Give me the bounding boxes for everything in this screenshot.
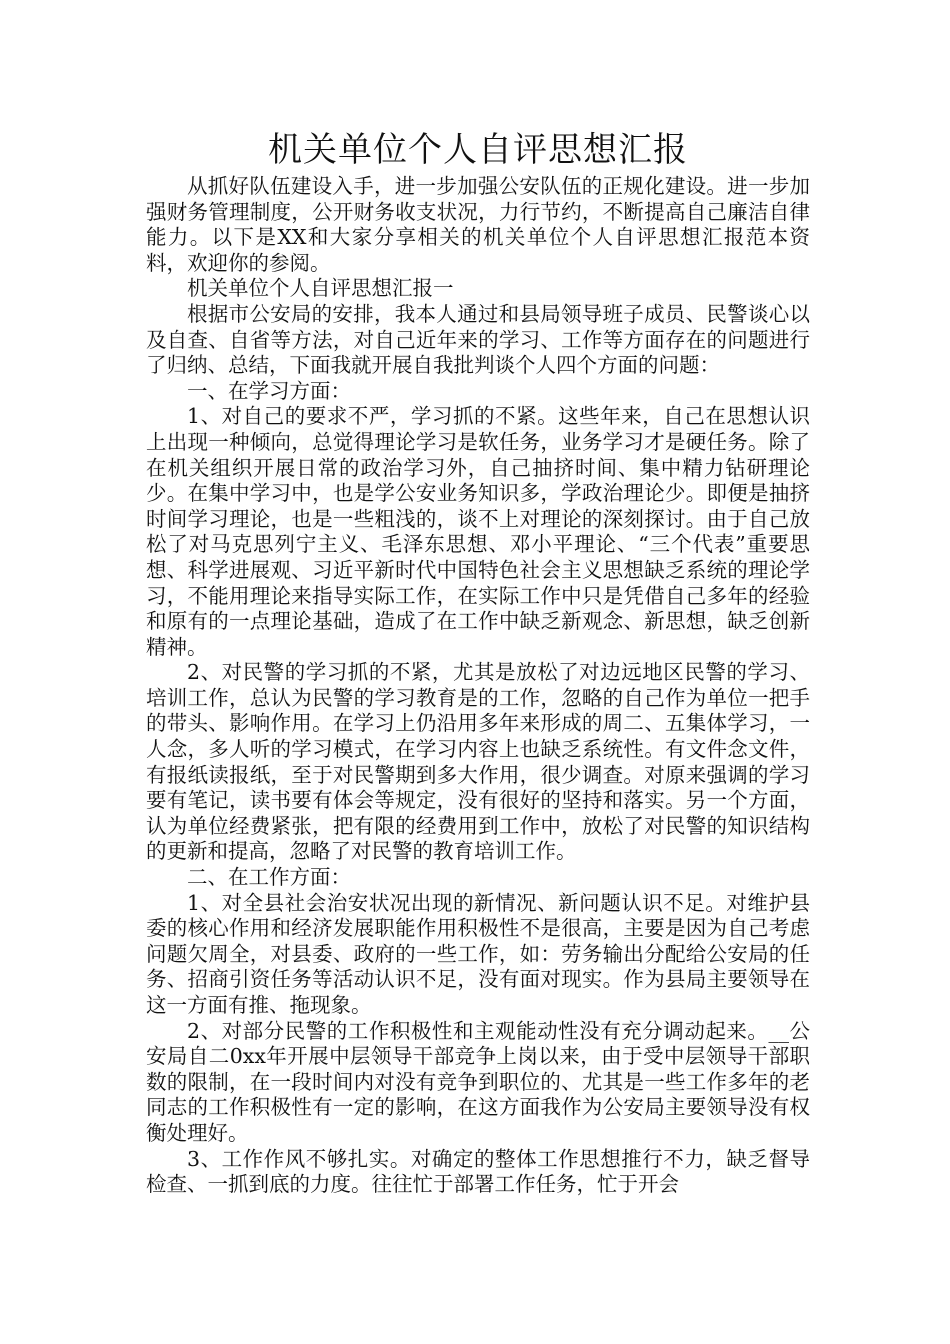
body-paragraph: 1、对自己的要求不严，学习抓的不紧。这些年来，自己在思想认识上出现一种倾向，总觉得理论学习是软任务，业务学习才是硬任务。除了在机关组织开展日常的政治学习外，自己抽挤时间、集中精力钻研理论少。在集中学习中，也是学公安业务知识多，学政治理论少。即便是抽挤时间学习理论，也是一些粗浅的，谈不上对理论的深刻探讨。由于自己放松了对马克思列宁主义、毛泽东思想、邓小平理论、“三个代表”重要思想、科学进展观、习近平新时代中国特色社会主义思想缺乏系统的理论学习，不能用理论来指导实际工作，在实际工作中只是凭借自己多年的经验和原有的一点理论基础，造成了在工作中缺乏新观念、新思想，缺乏创新精神。: [146, 404, 810, 659]
document-page: [146, 128, 810, 1198]
body-paragraph: 1、对全县社会治安状况出现的新情况、新问题认识不足。对维护县委的核心作用和经济发展职能作用积极性不是很高，主要是因为自己考虑问题欠周全，对县委、政府的一些工作，如：劳务输出分配给公安局的任务、招商引资任务等活动认识不足，没有面对现实。作为县局主要领导在这一方面有推、拖现象。: [146, 890, 810, 1017]
document-title: 机关单位个人自评思想汇报: [268, 130, 688, 170]
intro-paragraph: 从抓好队伍建设入手，进一步加强公安队伍的正规化建设。进一步加强财务管理制度，公开财务收支状况，力行节约，不断提高自己廉洁自律能力。以下是XX和大家分享相关的机关单位个人自评思想汇报范本资料，欢迎你的参阅。: [146, 174, 810, 275]
section-heading-report-one: 机关单位个人自评思想汇报一: [187, 276, 454, 301]
section-heading-study: 一、在学习方面：: [187, 378, 351, 403]
section-heading-work: 二、在工作方面：: [187, 865, 351, 890]
body-paragraph: 2、对民警的学习抓的不紧，尤其是放松了对边远地区民警的学习、培训工作，总认为民警的学习教育是的工作，忽略的自己作为单位一把手的带头、影响作用。在学习上仍沿用多年来形成的周二、五集体学习，一人念，多人听的学习模式，在学习内容上也缺乏系统性。有文件念文件，有报纸读报纸，至于对民警期到多大作用，很少调查。对原来强调的学习要有笔记，读书要有体会等规定，没有很好的坚持和落实。另一个方面，认为单位经费紧张，把有限的经费用到工作中，放松了对民警的知识结构的更新和提高，忽略了对民警的教育培训工作。: [146, 660, 810, 864]
body-paragraph: 2、对部分民警的工作积极性和主观能动性没有充分调动起来。__公安局自二0xx年开展中层领导干部竞争上岗以来，由于受中层领导干部职数的限制，在一段时间内对没有竞争到职位的、尤其是一些工作多年的老同志的工作积极性有一定的影响，在这方面我作为公安局主要领导没有权衡处理好。: [146, 1018, 810, 1145]
body-paragraph: 根据市公安局的安排，我本人通过和县局领导班子成员、民警谈心以及自查、自省等方法，对自己近年来的学习、工作等方面存在的问题进行了归纳、总结，下面我就开展自我批判谈个人四个方面的问题：: [146, 301, 810, 378]
body-paragraph: 3、工作作风不够扎实。对确定的整体工作思想推行不力，缺乏督导检查、一抓到底的力度。往往忙于部署工作任务，忙于开会: [146, 1146, 810, 1197]
